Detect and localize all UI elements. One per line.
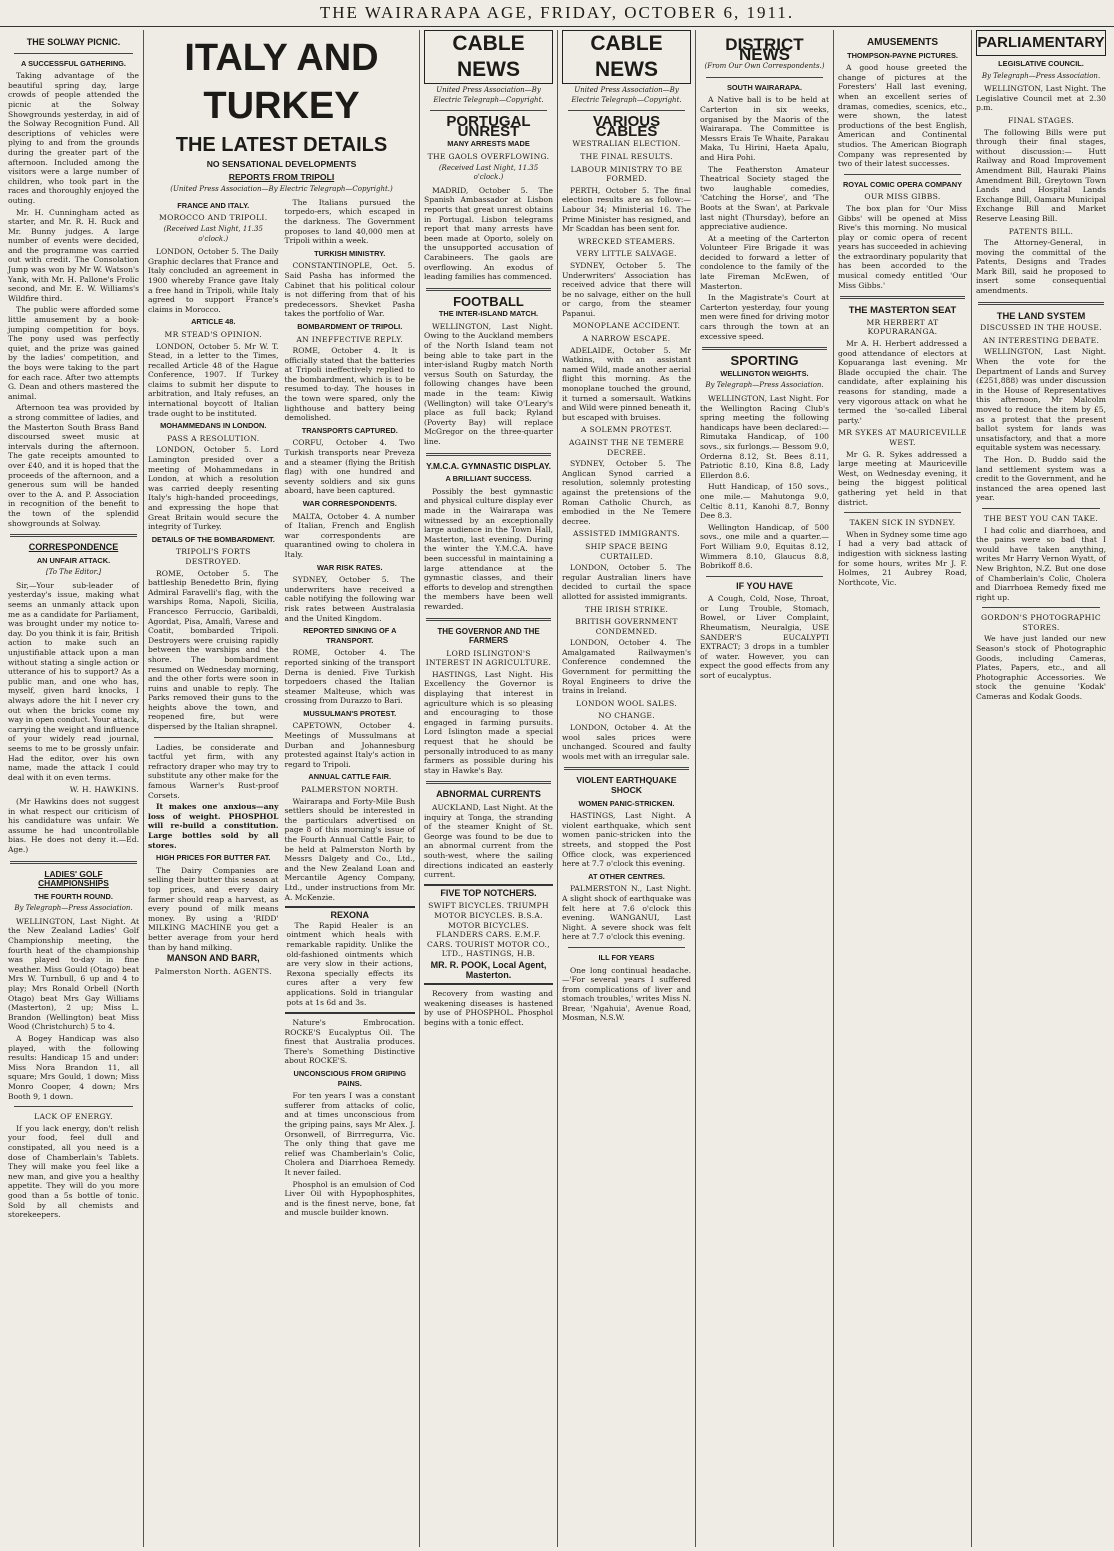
ad-paragraph: The Dairy Companies are selling their butter this season at top prices, and every dairy farmer should reap a harvest, as every pound of milk means money. By using a 'RIDD' MILKING MACHINE you get a better average from your herd than by hand milking.	[148, 865, 279, 952]
sporting-byline: By Telegraph—Press Association.	[705, 381, 824, 390]
cable-news-banner: CABLE NEWS	[424, 30, 553, 84]
masthead: THE WAIRARAPA AGE, FRIDAY, OCTOBER 6, 1911.	[0, 0, 1114, 27]
motor-ad	[424, 884, 553, 985]
press-credit: (United Press Association—By Electric Telegraph—Copyright.)	[170, 185, 393, 194]
article-paragraph: A good house greeted the change of pictures at the Foresters' Hall last evening, when an excellent series of dramas, comedies, scenics, etc., were shown, the latest productions of the best English, American and Continental studios. The American Biograph Company was represented by two of their latest successes.	[838, 63, 967, 169]
article-paragraph: In the Magistrate's Court at Carterton yesterday, four young men were fined for driving motor cars through the town at an excessive speed.	[700, 293, 829, 341]
section-subheading: A NARROW ESCAPE.	[582, 334, 671, 344]
ad-paragraph: One long continual headache.—'For several years I suffered from complications of liver and stomach troubles,' writes Miss N. Brear, 'Ngahuia', Avenue Road, Mosman, N.S.W.	[562, 965, 691, 1023]
section-subheading: AN INTERESTING DEBATE.	[982, 335, 1100, 345]
section-subheading: PASS A RESOLUTION.	[167, 433, 260, 443]
article-paragraph: HASTINGS, Last Night. His Excellency the Governor is displaying that interest in agriculture which is so pleasing and encouraging to those engaged in farming pursuits. Lord Islington made a special request that he should be personally introduced to as many farmers as possible during his stay in Hawke's Bay.	[424, 669, 553, 775]
section-subheading: ASSISTED IMMIGRANTS.	[573, 529, 680, 539]
ad-heading: UNCONSCIOUS FROM GRIPING PAINS.	[293, 1069, 406, 1088]
solway-heading: THE SOLWAY PICNIC.	[26, 37, 121, 47]
football-headline: FOOTBALL	[453, 293, 524, 309]
portugal-headline: PORTUGAL UNREST	[446, 113, 531, 140]
football-subheading: THE INTER-ISLAND MATCH.	[438, 309, 539, 319]
ad-paragraph: It makes one anxious—any loss of weight. PHOSPHOL will re-build a constitution. Large bottles sold by all stores.	[148, 802, 279, 850]
section-heading: MUSSULMAN'S PROTEST.	[303, 708, 397, 718]
governor-subheading: LORD ISLINGTON'S INTEREST IN AGRICULTURE.	[425, 648, 552, 668]
article-paragraph: CONSTANTINOPLE, Oct. 5. Said Pasha has informed the Cabinet that his political colour is not differing from that of his predecessors. Shevket Pasha takes the portfolio of War.	[284, 261, 415, 319]
article-paragraph: WELLINGTON, Last Night. At the New Zealand Ladies' Golf Championship meeting, the fourth heat of the championship was played to-day in fine weather. Miss Gould (Otago) beat Mrs W. Turnbull, 6 up and 4 to play; Mrs Ronald Orbell (North Otago) beat Mrs Gay Williams (Masterton), 2 up; Miss L. Brandon (Wellington) beat Miss Wood (Christchurch) 5 to 4.	[8, 916, 139, 1032]
rule	[568, 110, 685, 111]
article-paragraph: Wairarapa and Forty-Mile Bush settlers should be interested in the particulars advertised on page 8 of this morning's issue of the Fourth Annual Cattle Fair, to be held at Palmerston North by Messrs Dalgety and Co., Ltd., and the New Zealand Loan and Mercantile Agency Company, Ltd., under instructions from Mr. A. McKenzie.	[284, 796, 415, 902]
section-heading: FRANCE AND ITALY.	[177, 200, 250, 210]
article-paragraph: LONDON, October 4. The Amalgamated Railwaymen's Conference condemned the Government for permitting the Royal Engineers to drive the trains in Ireland.	[562, 638, 691, 696]
section-subheading: DISCUSSED IN THE HOUSE.	[980, 323, 1102, 333]
article-paragraph: CAPETOWN, October 4. Meetings of Mussulmans at Durban and Johannesburg protested against Italy's action in regard to Tripoli.	[284, 721, 415, 769]
article-paragraph: Afternoon tea was provided by a strong committee of ladies, and the Masterton South Brass Band discoursed sweet music at intervals during the afternoon. The gate receipts amounted to over £40, and it is hoped that the proceeds of the afternoon, and a generous sum will be handed over to the A. and P. Association in recognition of the benefit to the town of the splendid showgrounds at Solway.	[8, 403, 139, 528]
article-paragraph: The following Bills were put through their final stages, without discussion:— Hutt Railway and Road Improvement Amendment Bill, Hauraki Plains Amendment Bill, Greytown Town Lands and Hospital Lands Exchange Bill, Oamaru Municipal Exchange Bill and Market Reserve Leasing Bill.	[976, 127, 1106, 223]
article-paragraph: SYDNEY, October 5. The Anglican Synod carried a resolution, solemnly protesting against the pretensions of the Roman Catholic Church, as embodied in the Ne Temere decree.	[562, 459, 691, 526]
section-subheading: AN INEFFECTIVE REPLY.	[296, 334, 404, 344]
ad-paragraph: The Rapid Healer is an ointment which heals with remarkable rapidity. Unlike the old-fashioned ointments which are very slow in their actions, Rexona specially effects its cures after a very few applications. Sold in triangular pots at 1s 6d and 3s.	[286, 920, 413, 1007]
article-paragraph: The Italians pursued the torpedo-ers, which escaped in the darkness. The Government proposes to land 40,000 men at Tripoli within a week.	[284, 197, 415, 246]
article-paragraph: Mr. H. Cunningham acted as starter, and Mr. R. H. Ruck and Mr. Bunny judges. A large number of events were decided, and the programme was carried out with credit. The Consolation Jump was won by Mr W. Watson's Yank, with Mr. H. Pallone's Frolic second, and Mr. E. W. Williams's Wildfire third.	[8, 207, 139, 303]
rule	[844, 512, 961, 513]
rule	[706, 77, 823, 78]
ad-agent: MR. R. POOK, Local Agent, Masterton.	[430, 959, 547, 980]
column-7	[972, 30, 1110, 1547]
golf-subheading: THE FOURTH ROUND.	[34, 891, 113, 901]
rule	[154, 737, 273, 738]
governor-headline: THE GOVERNOR AND THE FARMERS	[437, 626, 540, 646]
various-cables-headline: VARIOUS CABLES	[592, 113, 661, 140]
rule	[426, 453, 551, 456]
ad-paragraph: For ten years I was a constant sufferer from attacks of colic, and at times unconscious from the griping pains, says Mr Alex. J. Orsonwell, of Birrregurra, Vic. The only thing that gave me relief was Chamberlain's Colic, Cholera and Diarrhoea Remedy. It never failed.	[284, 1091, 415, 1177]
columns	[4, 30, 1110, 1547]
section-heading: WAR CORRESPONDENTS.	[302, 499, 397, 508]
sporting-subheading: WELLINGTON WEIGHTS.	[720, 368, 809, 378]
rule	[426, 288, 551, 291]
article-paragraph: WELLINGTON, Last Night. Owing to the Auckland members of the North Island team not being able to take part in the inter-island Rugby match North versus South on Saturday, the following changes have been made in the team: Kiwig (Wellington) will take O'Leary's place as full back; Ryland (Poverty Bay) will replace McGregor on the three-quarter line.	[424, 321, 553, 446]
amusements-headline: AMUSEMENTS	[866, 37, 939, 48]
section-subheading: NO CHANGE.	[598, 711, 655, 721]
column-3	[420, 30, 558, 1547]
correspondence-heading: CORRESPONDENCE	[28, 542, 119, 553]
editor-note: [To The Editor.]	[45, 568, 102, 577]
ad-heading: TAKEN SICK IN SYDNEY.	[849, 518, 956, 528]
section-heading: ROYAL COMIC OPERA COMPANY	[842, 179, 963, 189]
section-subheading: PATENTS BILL.	[1008, 226, 1074, 236]
sporting-headline: SPORTING	[730, 353, 799, 369]
ad-paragraph: Ladies, be considerate and tactful yet firm, with any refractory draper who may try to substitute any other make for the famous Warner's Rust-proof Corsets.	[148, 742, 279, 800]
golf-byline: By Telegraph—Press Association.	[14, 904, 133, 913]
article-paragraph: ROME, October 5. The battleship Benedetto Brin, flying Admiral Faravelli's flag, with the warships Roma, Napoli, Sicilia, Francesco Ferruccio, Garibaldi, Agordat, Pisa, Amalfi, Varese and Coatit, bombarded Tripoli. Destroyers were cruising rapidly between the warships and the shore. The bombardment resumed on Wednesday morning, and the other forts were soon in ruins and unable to reply. The Parks removed their guns to the heights above the town, and reopened fire, but were dispersed by the Italian shrapnel.	[148, 568, 279, 732]
article-paragraph: PERTH, October 5. The final election results are as follow:— Labour 34; Ministerial 16. The Prime Minister has resigned, and Mr Scaddan has been sent for.	[562, 185, 691, 234]
article-paragraph: At a meeting of the Carterton Volunteer Fire Brigade it was decided to forward a letter of condolence to the family of the late Fireman McEwen, of Masterton.	[700, 233, 829, 291]
parliamentary-banner: PARLIAMENTARY	[976, 30, 1106, 56]
rule	[982, 508, 1100, 509]
ad-heading: FIVE TOP NOTCHERS.	[440, 887, 537, 898]
section-heading: LEGISLATIVE COUNCIL.	[998, 59, 1084, 68]
received-note: (Received Last Night, 11.35 o'clock.)	[438, 163, 539, 182]
article-paragraph: A Native ball is to be held at Carterton in six weeks, organised by the Maoris of the Wairarapa. The Committee is Messrs Erais Te Whaite, Parakau Maka, Tu Hirini, Haeta Apalu, and Hira Pohi.	[700, 95, 829, 162]
ad-body: SWIFT BICYCLES. TRIUMPH MOTOR BICYCLES. B.S.A. MOTOR BICYCLES. FLANDERS CARS. E.M.F. CARS. TOURIST MOTOR CO., LTD., HASTINGS, H.B.	[427, 901, 550, 959]
headline-sub-1: THE LATEST DETAILS	[175, 134, 388, 156]
section-heading: ANNUAL CATTLE FAIR.	[308, 772, 392, 782]
press-credit: United Press Association—By Electric Telegraph—Copyright.	[571, 86, 682, 104]
section-heading: MOHAMMEDANS IN LONDON.	[160, 421, 267, 431]
section-heading: TRANSPORTS CAPTURED.	[301, 425, 398, 435]
article-paragraph: LONDON, October 5. Lord Lamington presided over a meeting of Mohammedans in London, at which a resolution was carried deeply resenting Italy's high-handed proceedings, and expressing the hope that Great Britain would secure the integrity of Turkey.	[148, 445, 279, 532]
rule	[706, 576, 823, 577]
district-news-credit: (From Our Own Correspondents.)	[704, 62, 825, 71]
rule	[14, 53, 133, 54]
section-subheading: AGAINST THE NE TEMERE DECREE.	[568, 438, 685, 457]
ad-heading: LACK OF ENERGY.	[34, 1112, 113, 1122]
ad-heading: ILL FOR YEARS	[598, 952, 655, 962]
rule	[840, 296, 965, 299]
section-subheading: WRECKED STEAMERS.	[577, 236, 676, 246]
rule	[430, 110, 547, 111]
amusements-subheading: THOMPSON-PAYNE PICTURES.	[847, 50, 958, 60]
correspondence-subheading: AN UNFAIR ATTACK.	[36, 555, 111, 565]
section-subheading: PALMERSTON NORTH.	[301, 785, 399, 795]
article-paragraph: SYDNEY, October 5. The underwriters have received a cable notifying the following war risk rates between Australasia and the United Kingdom.	[284, 575, 415, 623]
column-6	[834, 30, 972, 1547]
section-subheading: MOROCCO AND TRIPOLI.	[159, 213, 268, 223]
article-paragraph: The Attorney-General, in moving the committal of the Patents, Designs and Trades Mark Bill, said he proposed to insert some consequential amendments.	[976, 238, 1106, 296]
ad-heading: THE BEST YOU CAN TAKE.	[983, 513, 1099, 523]
currents-headline: ABNORMAL CURRENTS	[436, 789, 541, 800]
section-subheading: WESTRALIAN ELECTION.	[572, 139, 681, 149]
article-paragraph: The public were afforded some little amusement by a book-jumping competition for boys. The pony used was perfectly quiet, and the prize was gained by the ladies' competition, and the boys were taking to the part for each race. After two attempts G. Dean and others mastered the animal.	[8, 305, 139, 401]
section-subheading: LABOUR MINISTRY TO BE FORMED.	[570, 164, 683, 184]
section-heading: AT OTHER CENTRES.	[588, 871, 665, 881]
article-paragraph: WELLINGTON, Last Night. The Legislative Council met at 2.30 p.m.	[976, 84, 1106, 113]
district-news-headline: DISTRICT NEWS	[725, 35, 804, 64]
ad-paragraph: Nature's Embrocation. ROCKE'S Eucalyptus Oil. The finest that Australia produces. There's Something Distinctive about ROCKE'S.	[284, 1018, 415, 1066]
article-paragraph: MALTA, October 4. A number of Italian, French and English war correspondents are quarantined owing to cholera in Italy.	[284, 511, 415, 559]
rule	[426, 618, 551, 621]
section-heading: DETAILS OF THE BOMBARDMENT.	[151, 534, 275, 544]
ad-paragraph: Phosphol is an emulsion of Cod Liver Oil with Hypophosphites, and is the finest nerve, bone, fat and muscle builder known.	[284, 1179, 415, 1218]
rule	[982, 607, 1100, 608]
ad-agent: MANSON AND BARR,	[166, 953, 260, 964]
letter-signature: W. H. HAWKINS.	[69, 785, 139, 795]
article-paragraph: ADELAIDE, October 5. Mr Watkins, with an assistant named Wild, made another aerial flight this morning. As the monoplane touched the ground, it turned a somersault. Watkins and Wild were pinned beneath it, but escaped with bruises.	[562, 345, 691, 422]
section-heading: REPORTED SINKING OF A TRANSPORT.	[303, 626, 397, 645]
article-paragraph: The Featherston Amateur Theatrical Society staged the two laughable comedies, 'Catching the Horse', and 'The Boots at the Swan', at Parkvale last night (Thursday), before an appreciative audience.	[700, 164, 829, 232]
article-paragraph: SYDNEY, October 5. The Underwriters' Association has received advice that there will be no salvage, either on the hull or cargo, from the steamer Papanui.	[562, 260, 691, 318]
masterton-seat-headline: THE MASTERTON SEAT	[848, 304, 957, 316]
section-subheading: THE IRISH STRIKE.	[584, 604, 669, 614]
section-subheading: MR SYKES AT MAURICEVILLE WEST.	[838, 428, 967, 447]
ad-paragraph: We have just landed our new Season's stock of Photographic Goods, including Cameras, Plates, Papers, etc., and all Photographic Accessories. We stock the genuine 'Kodak' Cameras and Kodak Goods.	[976, 634, 1106, 702]
article-paragraph: Mr G. R. Sykes addressed a large meeting at Mauriceville West, on Wednesday evening, it being the biggest political gathering yet held in that district.	[838, 449, 967, 507]
rule	[10, 861, 137, 864]
section-subheading: A SOLEMN PROTEST.	[580, 425, 673, 435]
earthquake-headline: VIOLENT EARTHQUAKE SHOCK	[576, 775, 677, 795]
article-paragraph: LONDON, October 5. The regular Australian liners have decided to curtail the space allotted for assisted immigrants.	[562, 563, 691, 601]
cable-news-banner: CABLE NEWS	[562, 30, 691, 84]
land-system-headline: THE LAND SYSTEM	[996, 309, 1086, 321]
column-1	[4, 30, 144, 1547]
ad-heading: IF YOU HAVE	[736, 580, 793, 591]
section-heading: ARTICLE 48.	[191, 317, 236, 327]
earthquake-subheading: WOMEN PANIC-STRICKEN.	[578, 798, 675, 808]
golf-heading: LADIES' GOLF CHAMPIONSHIPS	[38, 868, 109, 889]
two-column-body	[148, 198, 415, 1220]
ad-paragraph: If you lack energy, don't relish your food, feel dull and constipated, all you need is a dose of Chamberlain's Tablets. They will make you feel like a new man, and give you a healthy appetite. They will do you more good than a 5s bottle of tonic. Sold by all chemists and storekeepers.	[8, 1123, 139, 1220]
section-subheading: MR HERBERT AT KOPURARANGA.	[866, 317, 939, 337]
ad-paragraph: A Cough, Cold, Nose, Throat, or Lung Trouble, Stomach, Bowel, or Liver Complaint, Rheumatism, Neuralgia, USE SANDER'S EUCALYPTI EXTRACT; 3 drops in a tumbler of water. However, you can expect the good effects from any sort of eucalyptus.	[700, 594, 829, 681]
rule	[426, 781, 551, 784]
article-paragraph: LONDON, October 5. The Daily Graphic declares that France and Italy concluded an agreement in 1900 whereby France gave Italy a free hand in Tripoli, while Italy agreed to support France's claims in Morocco.	[148, 247, 279, 314]
solway-subheading: A SUCCESSFUL GATHERING.	[21, 58, 126, 68]
article-paragraph: HASTINGS, Last Night. A violent earthquake, which sent women panic-stricken into the streets, and stopped the Post Office clock, was experienced here at 7.7 o'clock this evening.	[562, 811, 691, 869]
byline: By Telegraph—Press Association.	[981, 71, 1101, 80]
ad-paragraph: I had colic and diarrhoea, and the pains were so bad that I would have taken anything, writes Mr Harry Vernon Wyatt, of New Brighton, N.Z. But one dose of Chamberlain's Colic, Cholera and Diarrhoea Remedy fixed me right up.	[976, 525, 1106, 602]
ad-paragraph: When in Sydney some time ago I had a very bad attack of indigestion with sickness lasting for some hours, writes Mr J. F. Holmes, 21 Aubrey Road, Northcote, Vic.	[838, 529, 967, 587]
rule	[844, 174, 961, 175]
italy-turkey-headline: ITALY AND TURKEY	[184, 37, 379, 127]
section-heading: SOUTH WAIRARAPA.	[727, 82, 802, 92]
section-subheading: THE FINAL RESULTS.	[580, 151, 673, 161]
article-paragraph: MADRID, October 5. The Spanish Ambassador at Lisbon reports that great unrest obtains in Portugal. Lisbon telegrams report that many arrests have been made at Oporto, solely on the unsupported accusation of Carabineers. The gaols are overflowing. An exodus of leading families has commenced.	[424, 185, 553, 282]
section-subheading: FINAL STAGES.	[1007, 115, 1075, 125]
article-paragraph: PALMERSTON N., Last Night. A slight shock of earthquake was felt here at 7.6 o'clock this evening. WANGANUI, Last Night. A severe shock was felt here at 7.7 o'clock this evening.	[562, 884, 691, 942]
ad-paragraph: Recovery from wasting and weakening diseases is hastened by use of PHOSPHOL. Phosphol begins with a tonic effect.	[424, 989, 553, 1027]
ad-heading: REXONA	[330, 910, 369, 921]
ad-heading: HIGH PRICES FOR BUTTER FAT.	[156, 853, 271, 863]
article-paragraph: LONDON, October 4. At the wool sales prices were unchanged. Scoured and faulty wools met with an irregular sale.	[562, 723, 691, 761]
letter-paragraph: Sir,—Your sub-leader of yesterday's issue, making what seems an unmanly attack upon me as a candidate for Parliament, was brought under my notice to-day. Do you think it is fair, British action to make such an unjustifiable attack upon a man without stating a single action or utterance of his to support? As a public man, and one who has, myself, given hard knocks, I always adore the hit I never cry out when the bricks come my way in open conduct. Your attack, carrying the weight and influence of your widely read journal, seems to me to be grossly unfair. Had the editor, over his own name, made the attack I could deal with it on even terms.	[8, 580, 139, 782]
received-note: (Received Last Night, 11.35 o'clock.)	[163, 224, 263, 243]
ad-agent-location: Palmerston North. AGENTS.	[154, 966, 272, 976]
article-paragraph: Hutt Handicap, of 150 sovs., one mile.— Mahutonga 9.0, Celtic 8.11, Kanohi 8.7, Bonny Dee 8.3.	[700, 482, 829, 521]
article-paragraph: Possibly the best gymnastic and physical culture display ever made in the Wairarapa was witnessed by an exceptionally large audience in the Town Hall, Masterton, last evening. During the winter the Y.M.C.A. have been successful in maintaining a large attendance at the gymnastic classes, and their efforts to develop and strengthen the members have been well rewarded.	[424, 486, 553, 611]
portugal-subheading-2: THE GAOLS OVERFLOWING.	[427, 151, 550, 161]
column-4	[558, 30, 696, 1547]
section-subheading: SHIP SPACE BEING CURTAILED.	[585, 541, 668, 561]
article-paragraph: The box plan for 'Our Miss Gibbs' will be opened at Miss Rive's this morning. No musical play or comic opera of recent years has succeeded in achieving the extraordinary popularity that has been accorded to the musical comedy entitled 'Our Miss Gibbs.'	[838, 203, 967, 290]
section-subheading: BRITISH GOVERNMENT CONDEMNED.	[575, 617, 678, 636]
ad-heading: GORDON'S PHOTOGRAPHIC STORES.	[980, 613, 1102, 632]
sub-column-a	[148, 198, 279, 1220]
article-paragraph: WELLINGTON, Last Night. When the vote for the Department of Lands and Survey (£251,888) was under discussion in the House of Representatives this afternoon, Mr Malcolm moved to reduce the item by £5, as a protest that the present ballot system for lands was unsatisfactory, and that a more equitable system was necessary.	[976, 347, 1106, 453]
rule	[564, 767, 689, 770]
editor-reply: (Mr Hawkins does not suggest in what respect our criticism of his candidature was unfair. We assume he had uncontrollable bias. He does not deny it.—Ed. Age.)	[8, 796, 139, 854]
headline-sub-3: REPORTS FROM TRIPOLI	[228, 171, 335, 182]
section-subheading: MONOPLANE ACCIDENT.	[572, 321, 681, 331]
section-heading: BOMBARDMENT OF TRIPOLI.	[297, 321, 403, 331]
article-paragraph: AUCKLAND, Last Night. At the inquiry at Tonga, the stranding of the steamer Knight of St. George was found to be due to an abnormal current from the south-west, where the sailing directions indicated an easterly current.	[424, 803, 553, 880]
section-subheading: MR STEAD'S OPINION.	[164, 329, 262, 339]
rule	[14, 1106, 133, 1107]
headline-sub-2: NO SENSATIONAL DEVELOPMENTS	[206, 159, 357, 169]
article-paragraph: WELLINGTON, Last Night. For the Wellington Racing Club's spring meeting the following handicaps have been declared:— Rimutaka Handicap, of 100 sovs., six furlongs.— Bessom 9.0, Orderna 8.12, St. Bees 8.11, Patriotic 8.10, Kina 8.8, Lady Ellerdon 8.6.	[700, 394, 829, 480]
article-paragraph: Taking advantage of the beautiful spring day, large crowds of people attended the picnic at the Solway Showgrounds yesterday, in aid of the Solway Recognition Fund. All descriptions of vehicles were plying to and from the grounds during the greater part of the afternoon. Included among the visitors were a large number of children, who took part in the races and thoroughly enjoyed the outing.	[8, 71, 139, 205]
article-paragraph: LONDON, October 5. Mr W. T. Stead, in a letter to the Times, recalled Article 48 of the Hague Conference, 1907. If Turkey claims to submit her dispute to arbitration, and Italy refuses, an international boycott of Italian trade ought to be instituted.	[148, 341, 279, 418]
ymca-headline: Y.M.C.A. GYMNASTIC DISPLAY.	[426, 460, 551, 471]
section-subheading: VERY LITTLE SALVAGE.	[576, 249, 677, 259]
article-paragraph: Mr A. H. Herbert addressed a good attendance of electors at Kopuaranga last evening. Mr Blade occupied the chair. The candidate, after explaining his reasons for standing, made a very vigorous attack on what he termed the 'so-called Liberal party.'	[838, 339, 967, 425]
column-5	[696, 30, 834, 1547]
rule	[702, 347, 827, 350]
section-subheading: OUR MISS GIBBS.	[864, 192, 941, 202]
rule	[978, 302, 1104, 305]
article-paragraph: The Hon. D. Buddo said the land settlement system was a credit to the Government, and he instanced the area opened last year.	[976, 454, 1106, 503]
column-2	[144, 30, 420, 1547]
ymca-subheading: A BRILLIANT SUCCESS.	[445, 474, 532, 484]
section-heading: TURKISH MINISTRY.	[314, 248, 386, 258]
article-paragraph: Wellington Handicap, of 500 sovs., one mile and a quarter.— Fort William 9.0, Equitas 8.12, Wimmera 8.10, Glaucus 8.8, Bobrikoff 8.6.	[700, 522, 829, 571]
section-subheading: TRIPOLI'S FORTS DESTROYED.	[175, 547, 251, 566]
article-paragraph: ROME, October 4. The reported sinking of the transport Derna is denied. Five Turkish torpedoers chased the Italian steamer Malteuse, which was crossing from Durazzo to Bari.	[284, 648, 415, 706]
rule	[568, 947, 685, 948]
press-credit: United Press Association—By Electric Telegraph—Copyright.	[433, 86, 544, 104]
sub-column-b	[285, 198, 416, 1220]
rexona-ad	[285, 906, 416, 1014]
section-subheading: LONDON WOOL SALES.	[575, 698, 677, 708]
article-paragraph: CORFU, October 4. Two Turkish transports near Preveza and a steamer (flying the British flag) with one hundred and seventy soldiers and six guns aboard, have been captured.	[284, 438, 415, 496]
portugal-subheading: MANY ARRESTS MADE	[447, 139, 530, 149]
rule	[10, 534, 137, 537]
article-paragraph: ROME, October 4. It is officially stated that the batteries at Tripoli ineffectively replied to the bombardment, which is to be resumed to-day. The houses in the town were spared, only the lighthouse and battery being demolished.	[284, 346, 415, 423]
section-heading: WAR RISK RATES.	[316, 562, 383, 572]
article-paragraph: A Bogey Handicap was also played, with the following results: Handicap 15 and under: Miss Nora Brandon 11, all square; Mrs Gould, 1 down; Miss Monro Cooper, 4 down; Mrs Booth 9, 1 down.	[8, 1034, 139, 1101]
